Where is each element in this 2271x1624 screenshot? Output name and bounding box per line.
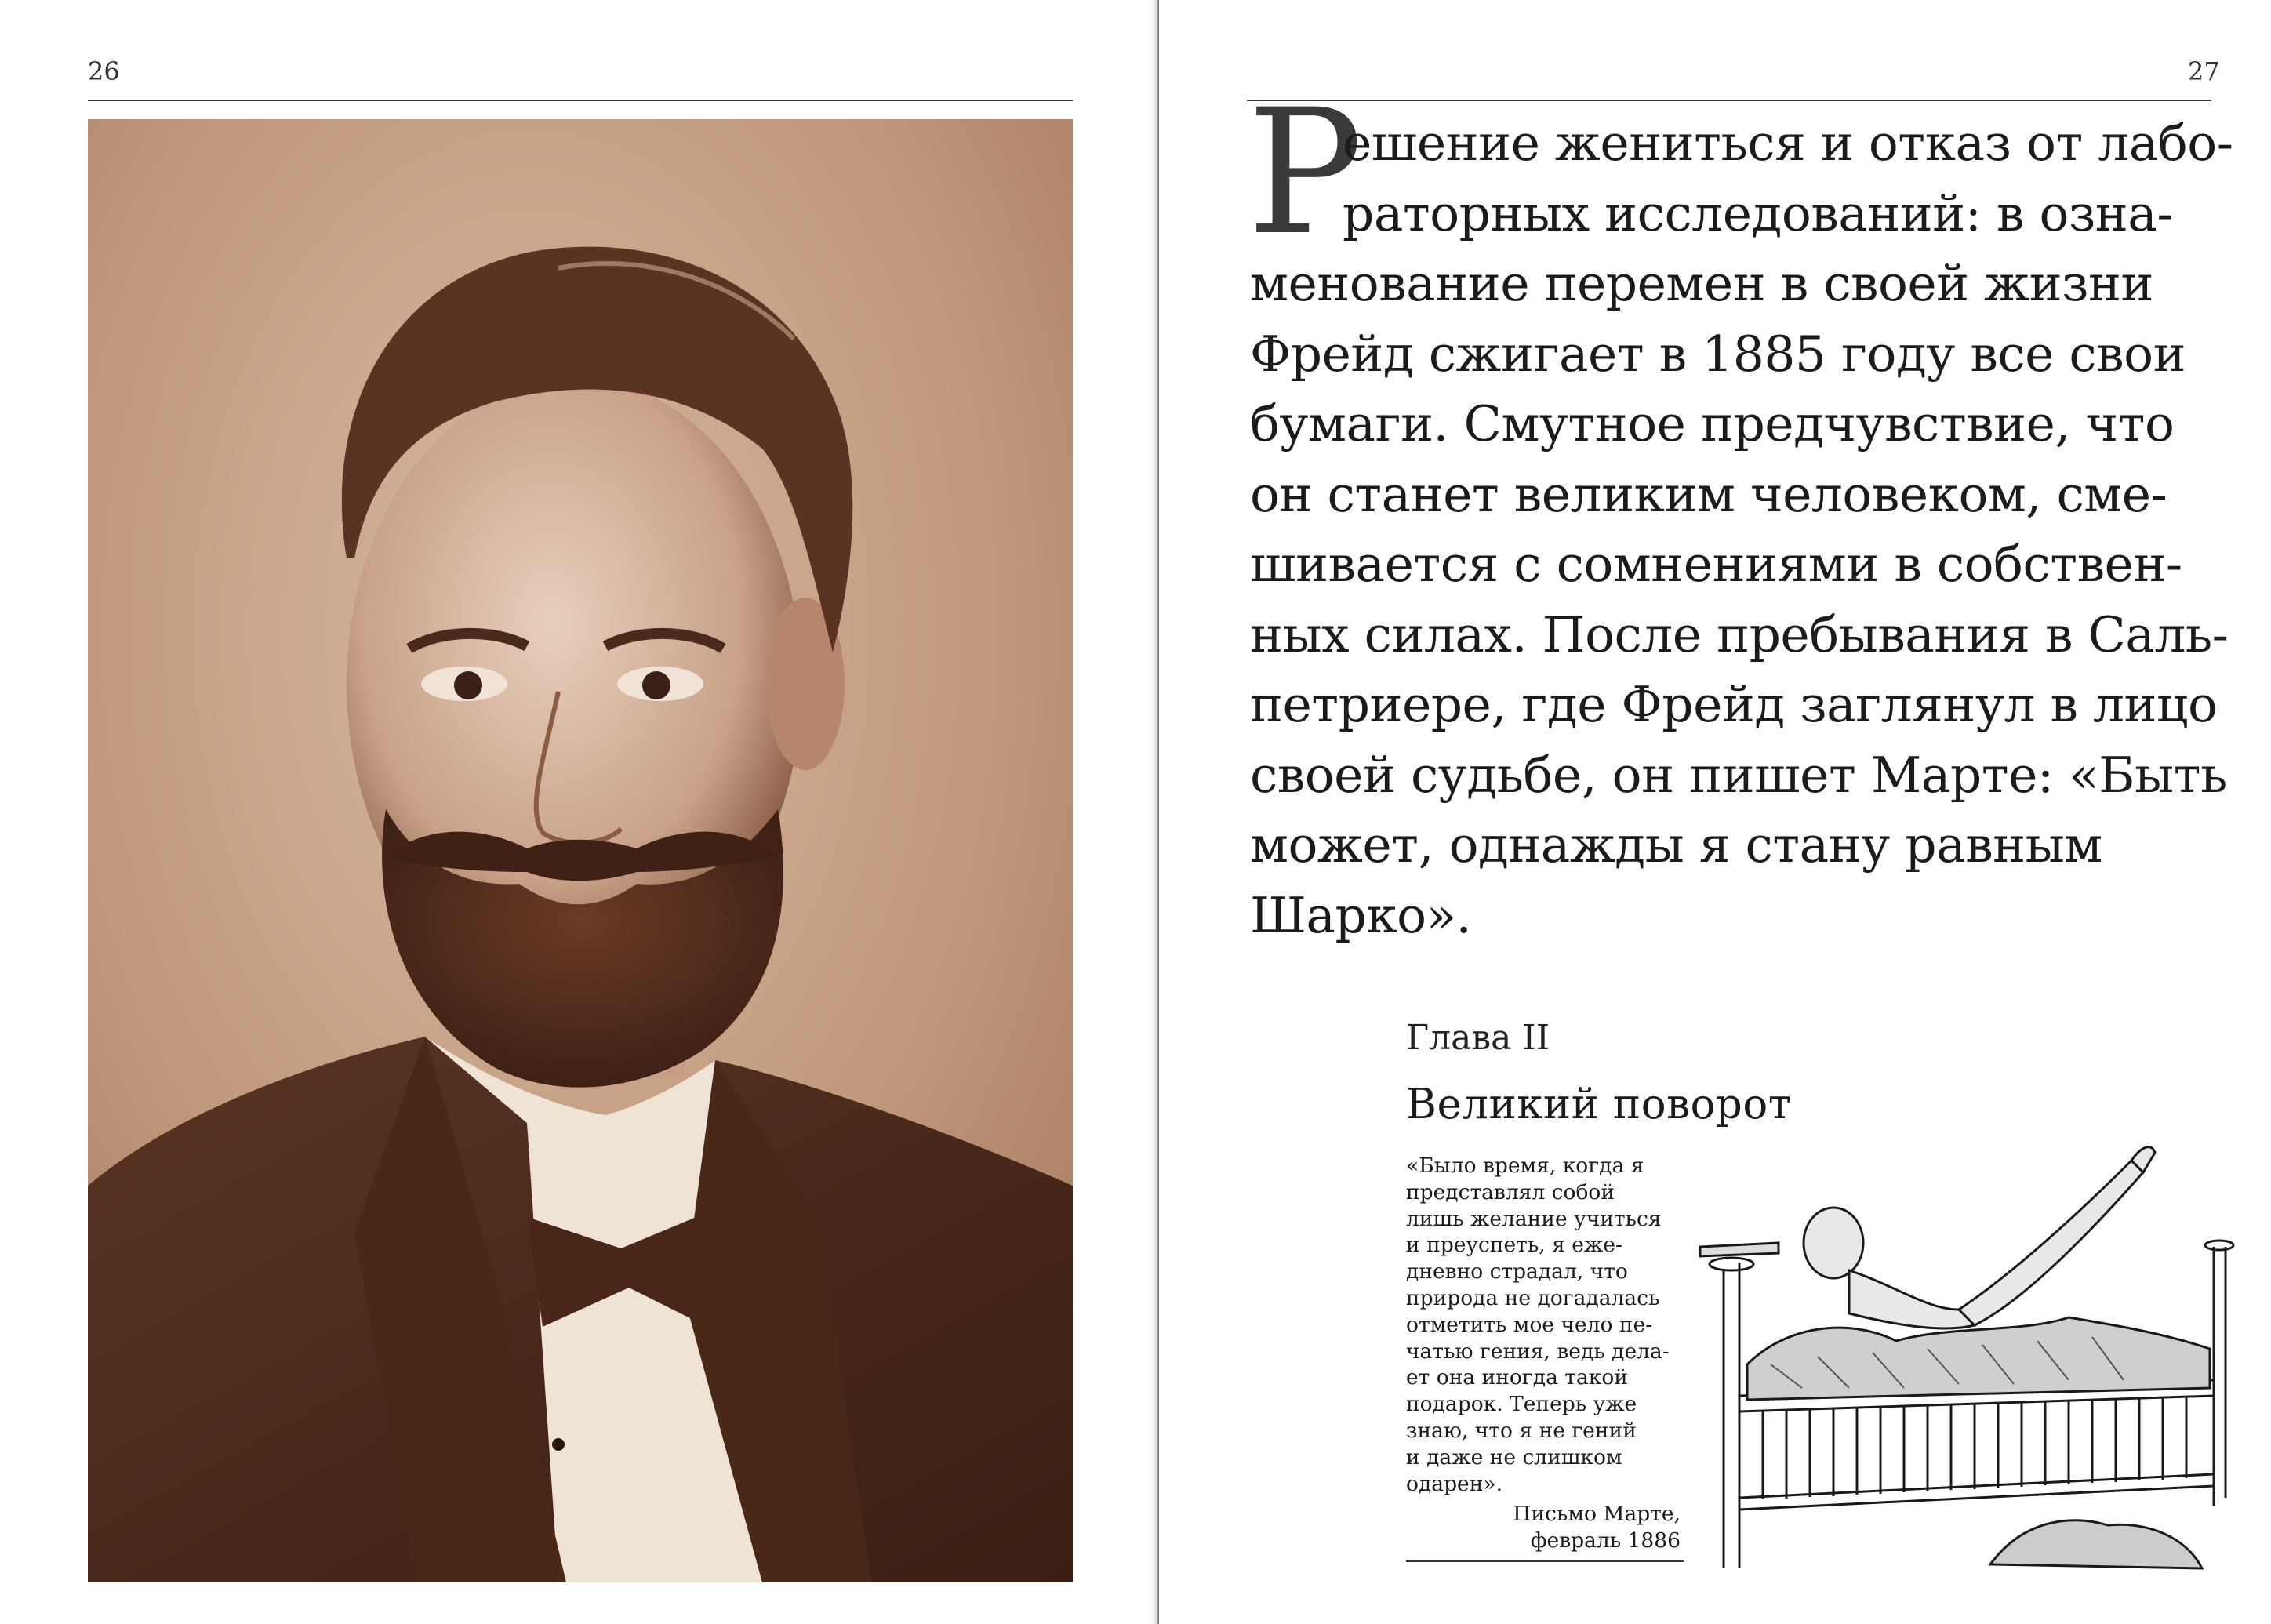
quote-line: подарок. Теперь уже [1406, 1392, 1637, 1417]
drop-cap: Р [1247, 72, 1364, 273]
lead-line: шивается с сомнениями в собствен- [1250, 536, 2182, 593]
quote-line: дневно страдал, что [1406, 1259, 1628, 1284]
quote-line: одарен». [1406, 1471, 1503, 1496]
portrait-illustration [88, 119, 1073, 1582]
quote-line: и преуспеть, я еже- [1406, 1233, 1622, 1258]
quote-rule [1406, 1560, 1684, 1562]
quote-line: чатью гения, ведь дела- [1406, 1339, 1670, 1364]
left-page-number: 26 [88, 56, 120, 86]
lead-line: Фрейд сжигает в 1885 году все свои [1250, 325, 2186, 383]
lead-line: ных силах. После пребывания в Саль- [1250, 605, 2229, 663]
quote-source-date: февраль 1886 [1530, 1528, 1681, 1553]
chapter-title: Великий поворот [1406, 1081, 1792, 1128]
quote-line: ет она иногда такой [1406, 1365, 1628, 1390]
lead-line: ешение жениться и отказ от лабо- [1343, 114, 2233, 172]
quote-line: природа не догадалась [1406, 1285, 1660, 1310]
right-page-number: 27 [2188, 56, 2220, 86]
quote-source-line: Письмо Марте, [1513, 1502, 1681, 1526]
lead-line: раторных исследований: в озна- [1343, 184, 2174, 242]
right-header-rule [1247, 100, 2211, 101]
quote-line: представлял собой [1406, 1179, 1615, 1204]
quote-line: «Было время, когда я [1406, 1154, 1644, 1178]
lead-line: бумаги. Смутное предчувствие, что [1250, 395, 2175, 452]
quote-line: и даже не слишком [1406, 1444, 1622, 1470]
lead-line: Шарко». [1250, 886, 1472, 944]
lead-line: может, однажды я стану равным [1250, 816, 2102, 874]
portrait-photo [88, 119, 1073, 1582]
quote-line: знаю, что я не гений [1406, 1418, 1637, 1443]
bed-engraving-illustration [1692, 1129, 2241, 1576]
chapter-label: Глава II [1406, 1018, 1550, 1058]
bed-engraving [1692, 1129, 2241, 1576]
lead-line: петриере, где Фрейд заглянул в лицо [1250, 676, 2218, 733]
quote-source [1406, 1501, 1681, 1554]
lead-paragraph [1250, 108, 2233, 950]
lead-line: он станет великим человеком, сме- [1250, 465, 2167, 523]
sidebar-quote [1406, 1153, 1688, 1497]
lead-line: менование перемен в своей жизни [1250, 255, 2153, 312]
quote-line: отметить мое чело пе- [1406, 1312, 1653, 1337]
left-header-rule [88, 100, 1073, 101]
quote-line: лишь желание учиться [1406, 1206, 1662, 1231]
lead-line: своей судьбе, он пишет Марте: «Быть [1250, 746, 2227, 804]
